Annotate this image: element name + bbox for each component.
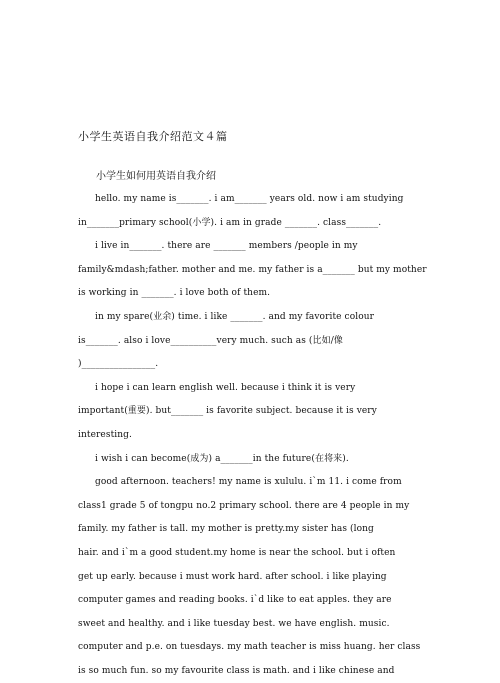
text-line: )________________. bbox=[78, 359, 159, 370]
text-line: good afternoon. teachers! my name is xululu. i`m 11. i come from bbox=[95, 477, 402, 488]
text-line: important(重要). but_______ is favorite subject. because it is very bbox=[78, 406, 377, 417]
text-line: i wish i can become(成为) a_______in the future(在将来). bbox=[95, 453, 349, 464]
text-line: get up early. because i must work hard. after school. i like playing bbox=[78, 571, 387, 582]
text-line: family&mdash;father. mother and me. my father is a_______ but my mother bbox=[78, 264, 427, 275]
text-line: i hope i can learn english well. because i think it is very bbox=[95, 382, 356, 393]
text-line: in my spare(业余) time. i like _______. and my favorite colour bbox=[95, 311, 375, 322]
text-line: computer and p.e. on tuesdays. my math teacher is miss huang. her class bbox=[78, 642, 421, 653]
document-title: 小学生英语自我介绍范文４篇 bbox=[78, 130, 228, 143]
document-subtitle: 小学生如何用英语自我介绍 bbox=[96, 171, 216, 182]
text-line: class1 grade 5 of tongpu no.2 primary school. there are 4 people in my bbox=[78, 500, 410, 511]
text-line: interesting. bbox=[78, 429, 132, 440]
text-line: hair. and i`m a good student.my home is near the school. but i often bbox=[78, 547, 396, 558]
text-line: in_______primary school(小学). i am in grade _______. class_______. bbox=[78, 217, 382, 228]
text-line: i live in_______. there are _______ members /people in my bbox=[95, 241, 358, 252]
text-line: is working in _______. i love both of them. bbox=[78, 288, 271, 299]
text-line: is_______. also i love__________very much. such as (比如/像 bbox=[78, 335, 343, 346]
text-line: family. my father is tall. my mother is pretty.my sister has (long bbox=[78, 524, 374, 535]
text-line: sweet and healthy. and i like tuesday best. we have english. music. bbox=[78, 618, 390, 629]
text-line: computer games and reading books. i`d like to eat apples. they are bbox=[78, 595, 392, 606]
text-line: hello. my name is_______. i am_______ years old. now i am studying bbox=[95, 194, 404, 204]
text-line: is so much fun. so my favourite class is math. and i like chinese and bbox=[78, 665, 395, 676]
document-body bbox=[78, 188, 433, 683]
